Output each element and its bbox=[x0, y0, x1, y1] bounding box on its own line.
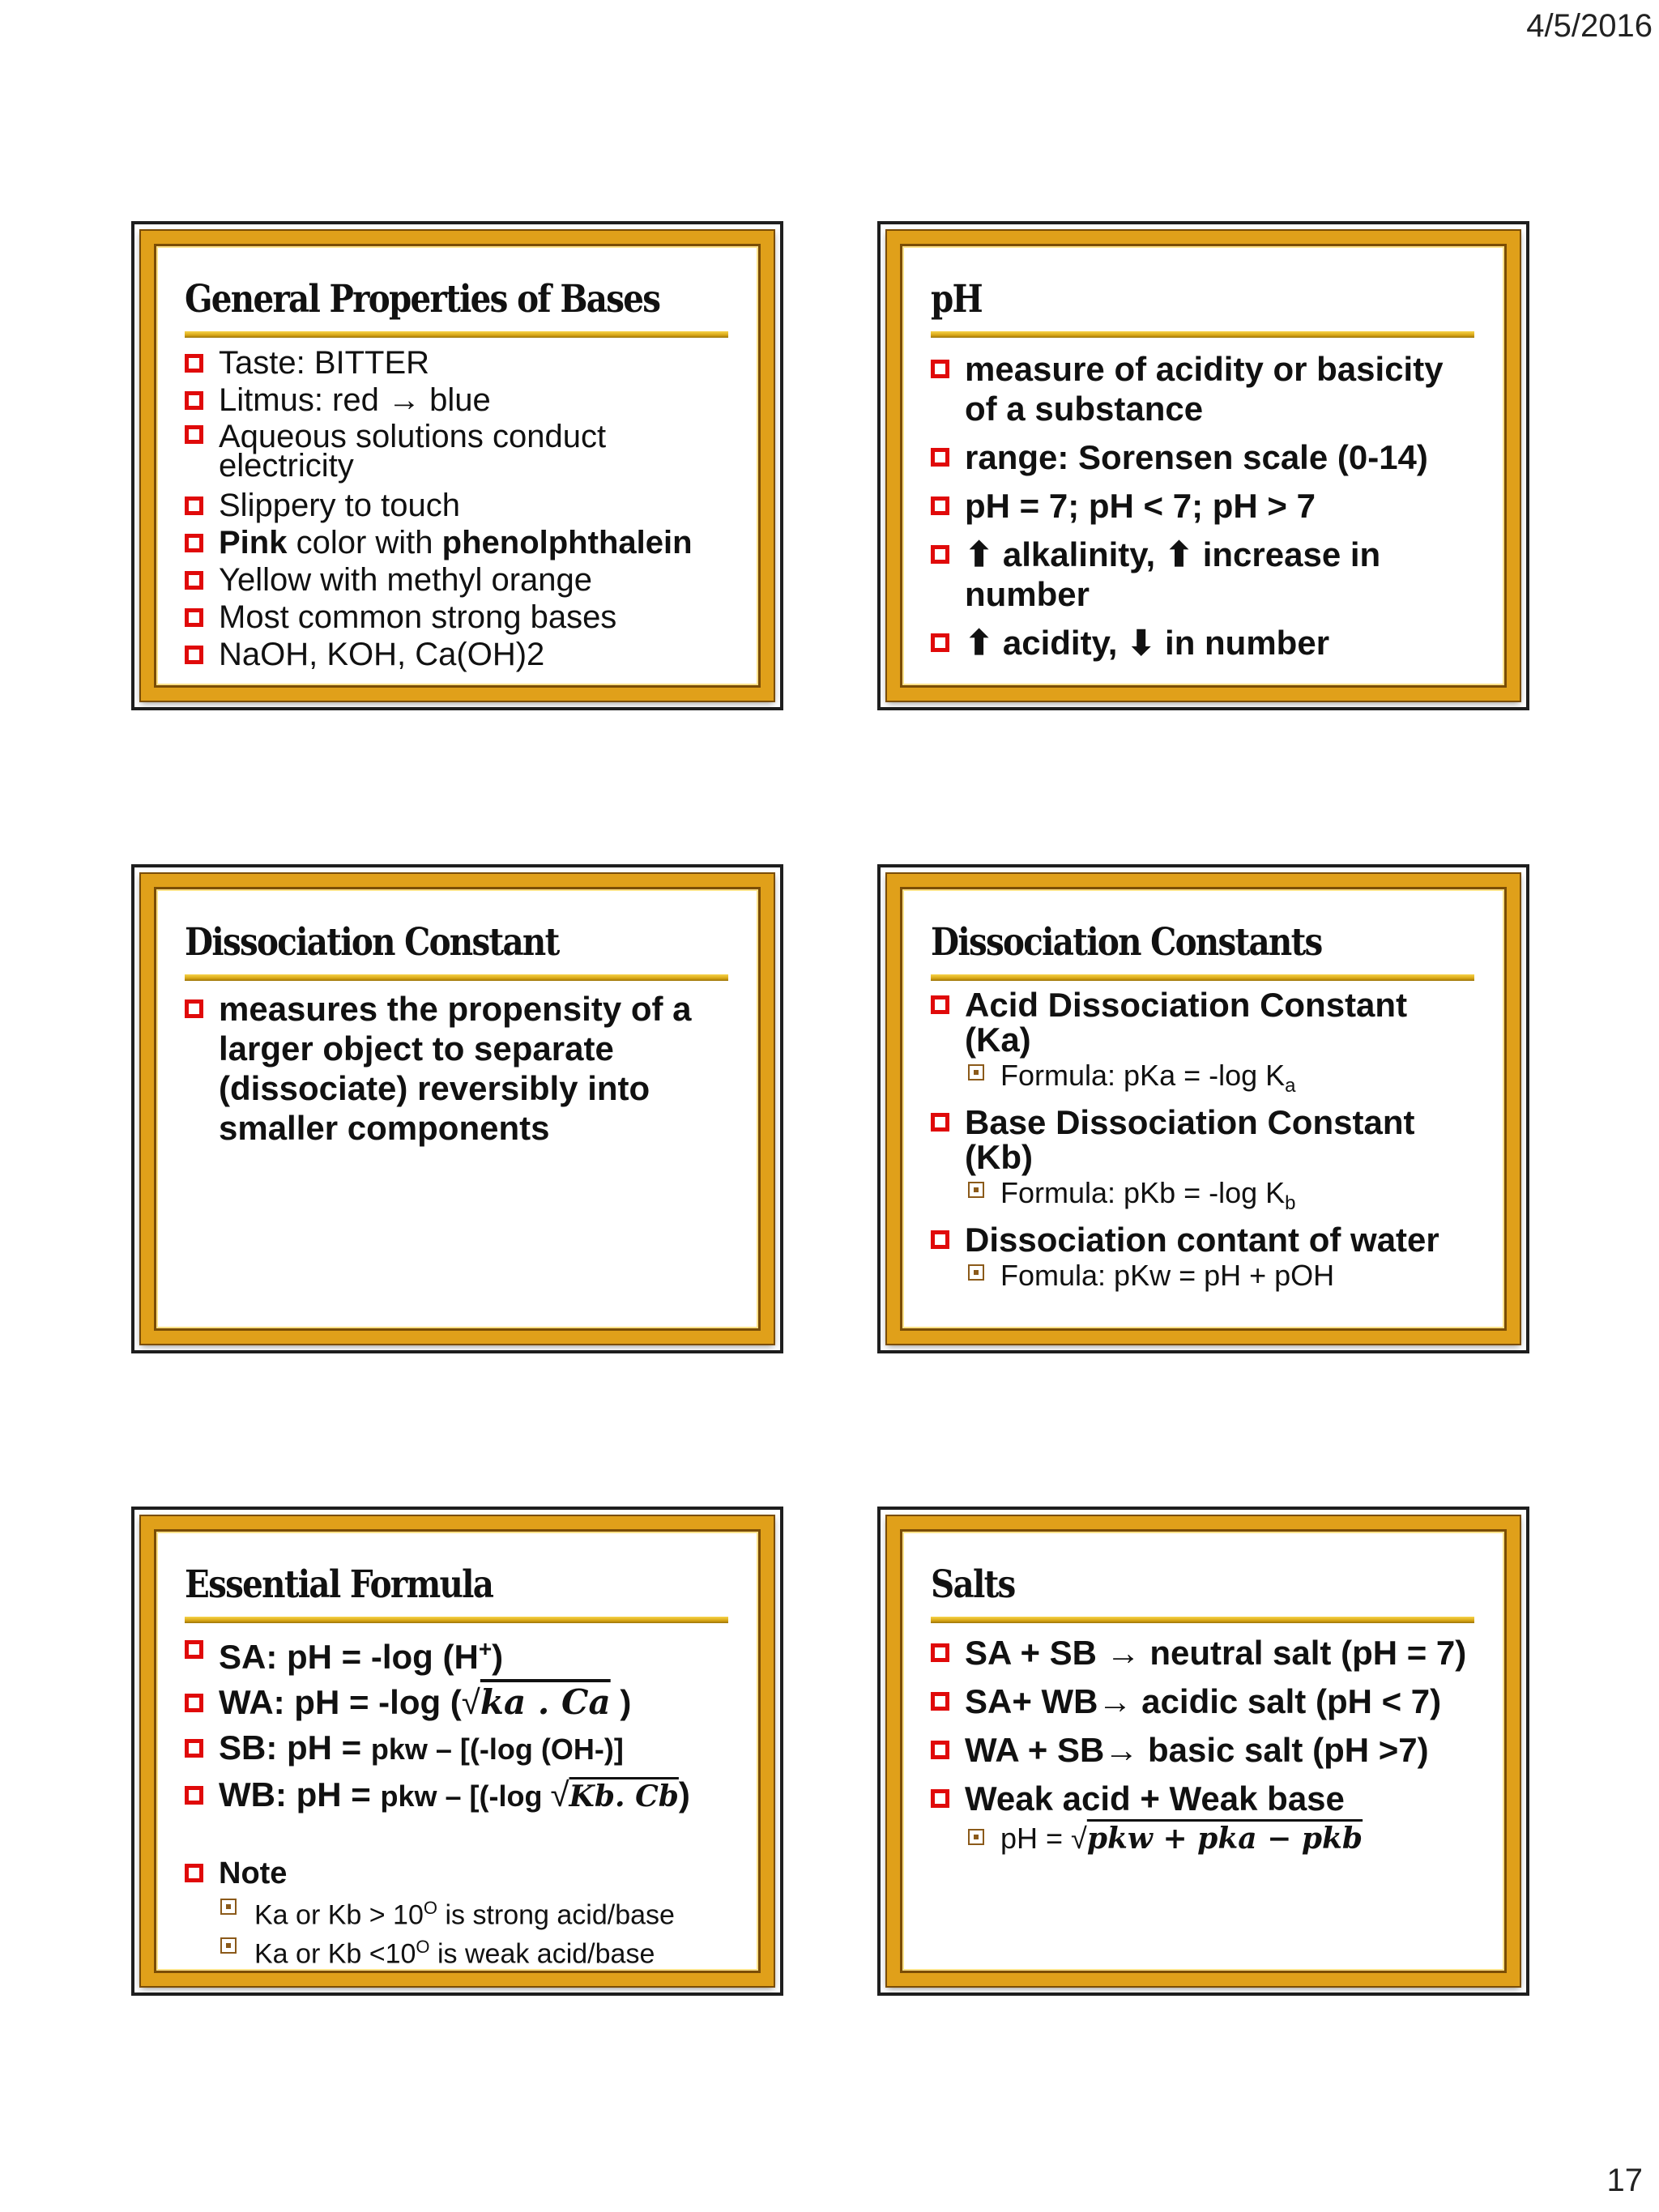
sub-bullet: Formula: pKb = -log $K_b$ bbox=[931, 1174, 1474, 1222]
sub-bullet: Ka or $Kb <10^O$ is weak acid/base bbox=[219, 1931, 728, 1970]
right-arrow-icon: → bbox=[1098, 1682, 1132, 1720]
bullet-square-icon bbox=[185, 646, 203, 664]
bullet-square-icon bbox=[185, 425, 203, 444]
bullet-square-icon bbox=[185, 1864, 203, 1882]
sub-bullet-icon bbox=[968, 1064, 984, 1080]
sub-bullet-icon bbox=[220, 1937, 237, 1954]
sub-bullet-icon bbox=[968, 1182, 984, 1198]
slide-frame bbox=[887, 231, 1520, 701]
bullet-item: Litmus: red → blue bbox=[185, 381, 728, 419]
bullet-item: NaOH, KOH, Ca(OH)2 bbox=[185, 636, 728, 673]
right-arrow-icon: → bbox=[1106, 1634, 1141, 1672]
bullet-item: WA: pH = -log (√ka . Ca ) bbox=[185, 1680, 728, 1725]
bullet-square-icon bbox=[931, 448, 949, 467]
bullet-list bbox=[185, 344, 728, 673]
title-rule bbox=[931, 1617, 1474, 1623]
bullet-item: SA: pH = -log (H+) bbox=[185, 1626, 728, 1680]
bullet-item: Dissociation contant of water Fomula: pKw = pH + pOH bbox=[931, 1222, 1474, 1294]
bullet-item: ⬆ acidity, ⬇ in number bbox=[931, 623, 1474, 663]
title-rule bbox=[185, 1617, 728, 1623]
bullet-square-icon bbox=[931, 1230, 949, 1249]
slide-general-properties-of-bases bbox=[131, 221, 783, 710]
bullet-square-icon bbox=[185, 1640, 203, 1659]
bullet-list bbox=[185, 987, 728, 1148]
bullet-item: Aqueous solutions conduct electricity bbox=[185, 419, 728, 487]
bullet-item: WA + SB→ basic salt (pH >7) bbox=[931, 1730, 1474, 1770]
up-arrow-icon: ⬆ bbox=[965, 624, 994, 662]
bullet-item: range: Sorensen scale (0-14) bbox=[931, 437, 1474, 477]
bullet-square-icon bbox=[185, 1739, 203, 1758]
bullet-square-icon bbox=[185, 391, 203, 410]
bullet-square-icon bbox=[931, 995, 949, 1014]
bullet-item: Base Dissociation Constant (Kb) Formula: pKb = -log $K_b$ bbox=[931, 1105, 1474, 1222]
bullet-square-icon bbox=[931, 360, 949, 378]
bullet-item: pH = 7; pH < 7; pH > 7 bbox=[931, 486, 1474, 526]
slide-title: Dissociation Constant bbox=[185, 920, 559, 965]
bullet-item: Pink color with phenolphthalein bbox=[185, 524, 728, 561]
slide-frame bbox=[141, 231, 774, 701]
title-rule bbox=[931, 974, 1474, 981]
bullet-square-icon bbox=[185, 534, 203, 552]
bullet-square-icon bbox=[185, 1786, 203, 1805]
slide-ph bbox=[877, 221, 1529, 710]
sub-bullet-icon bbox=[968, 1264, 984, 1281]
sub-bullet-icon bbox=[968, 1829, 984, 1845]
bullet-item: Most common strong bases bbox=[185, 599, 728, 636]
bullet-square-icon bbox=[931, 1741, 949, 1759]
slide-title: Dissociation Constants bbox=[931, 920, 1322, 965]
bullet-item: SB: pH = pkw – [(-log (OH-)] bbox=[185, 1725, 728, 1772]
date: 4/5/2016 bbox=[1526, 8, 1653, 44]
bullet-item: SA + SB → neutral salt (pH = 7) bbox=[931, 1633, 1474, 1673]
slide-title: General Properties of Bases bbox=[185, 277, 660, 322]
bullet-square-icon bbox=[931, 633, 949, 652]
bullet-square-icon bbox=[185, 999, 203, 1018]
up-arrow-icon: ⬆ bbox=[965, 535, 994, 573]
slide-title: Essential Formula bbox=[185, 1562, 493, 1607]
slide-title: Salts bbox=[931, 1562, 1015, 1607]
bullet-square-icon bbox=[931, 1643, 949, 1662]
bullet-item: ⬆ alkalinity, ⬆ increase in number bbox=[931, 535, 1474, 614]
bullet-list bbox=[931, 1630, 1474, 1859]
title-rule bbox=[185, 331, 728, 338]
slide-title: pH bbox=[931, 277, 983, 322]
slide-dissociation-constants bbox=[877, 864, 1529, 1353]
title-rule bbox=[931, 331, 1474, 338]
bullet-list bbox=[931, 344, 1474, 663]
bullet-square-icon bbox=[931, 1789, 949, 1808]
bullet-square-icon bbox=[931, 545, 949, 564]
right-arrow-icon: → bbox=[387, 382, 420, 418]
sub-bullet: Ka or $Kb > 10^O$ is strong acid/base bbox=[219, 1892, 728, 1931]
bullet-square-icon bbox=[931, 497, 949, 515]
sub-bullet: pH = √pkw + pka − pkb bbox=[931, 1818, 1474, 1859]
bullet-square-icon bbox=[931, 1113, 949, 1132]
slide-frame bbox=[141, 874, 774, 1344]
bullet-square-icon bbox=[185, 571, 203, 590]
bullet-item: Yellow with methyl orange bbox=[185, 561, 728, 599]
slide-essential-formula bbox=[131, 1507, 783, 1996]
bullet-item: Note Ka or $Kb > 10^O$ is strong acid/base Ka or $Kb <10^O$ is weak acid/base bbox=[185, 1855, 728, 1971]
bullet-item: Taste: BITTER bbox=[185, 344, 728, 381]
bullet-list bbox=[931, 987, 1474, 1294]
bullet-item: SA+ WB→ acidic salt (pH < 7) bbox=[931, 1681, 1474, 1721]
sub-bullet: Fomula: pKw = pH + pOH bbox=[931, 1257, 1474, 1294]
up-arrow-icon: ⬆ bbox=[1164, 535, 1194, 573]
bullet-item: measure of acidity or basicity of a substance bbox=[931, 349, 1474, 428]
slide-frame bbox=[887, 874, 1520, 1344]
bullet-square-icon bbox=[185, 354, 203, 373]
bullet-square-icon bbox=[185, 1694, 203, 1712]
bullet-item: WB: pH = pkw – [(-log √Kb. Cb) bbox=[185, 1772, 728, 1819]
slide-salts bbox=[877, 1507, 1529, 1996]
page-number: 17 bbox=[1606, 2163, 1643, 2198]
bullet-item: Slippery to touch bbox=[185, 487, 728, 524]
slide-frame bbox=[887, 1516, 1520, 1986]
bullet-square-icon bbox=[185, 608, 203, 627]
slide-frame bbox=[141, 1516, 774, 1986]
right-arrow-icon: → bbox=[1104, 1731, 1139, 1769]
slide-dissociation-constant bbox=[131, 864, 783, 1353]
bullet-square-icon bbox=[931, 1692, 949, 1711]
bullet-item: Acid Dissociation Constant (Ka) Formula: pKa = -log $K_a$ bbox=[931, 987, 1474, 1105]
title-rule bbox=[185, 974, 728, 981]
bullet-list bbox=[185, 1626, 728, 1971]
sub-bullet: Formula: pKa = -log $K_a$ bbox=[931, 1057, 1474, 1105]
down-arrow-icon: ⬇ bbox=[1127, 624, 1156, 662]
bullet-item: measures the propensity of a larger object to separate (dissociate) reversibly into smaller components bbox=[185, 989, 728, 1148]
bullet-item: Weak acid + Weak base pH = √pkw + pka − pkb bbox=[931, 1779, 1474, 1859]
bullet-square-icon bbox=[185, 497, 203, 515]
sub-bullet-icon bbox=[220, 1899, 237, 1915]
